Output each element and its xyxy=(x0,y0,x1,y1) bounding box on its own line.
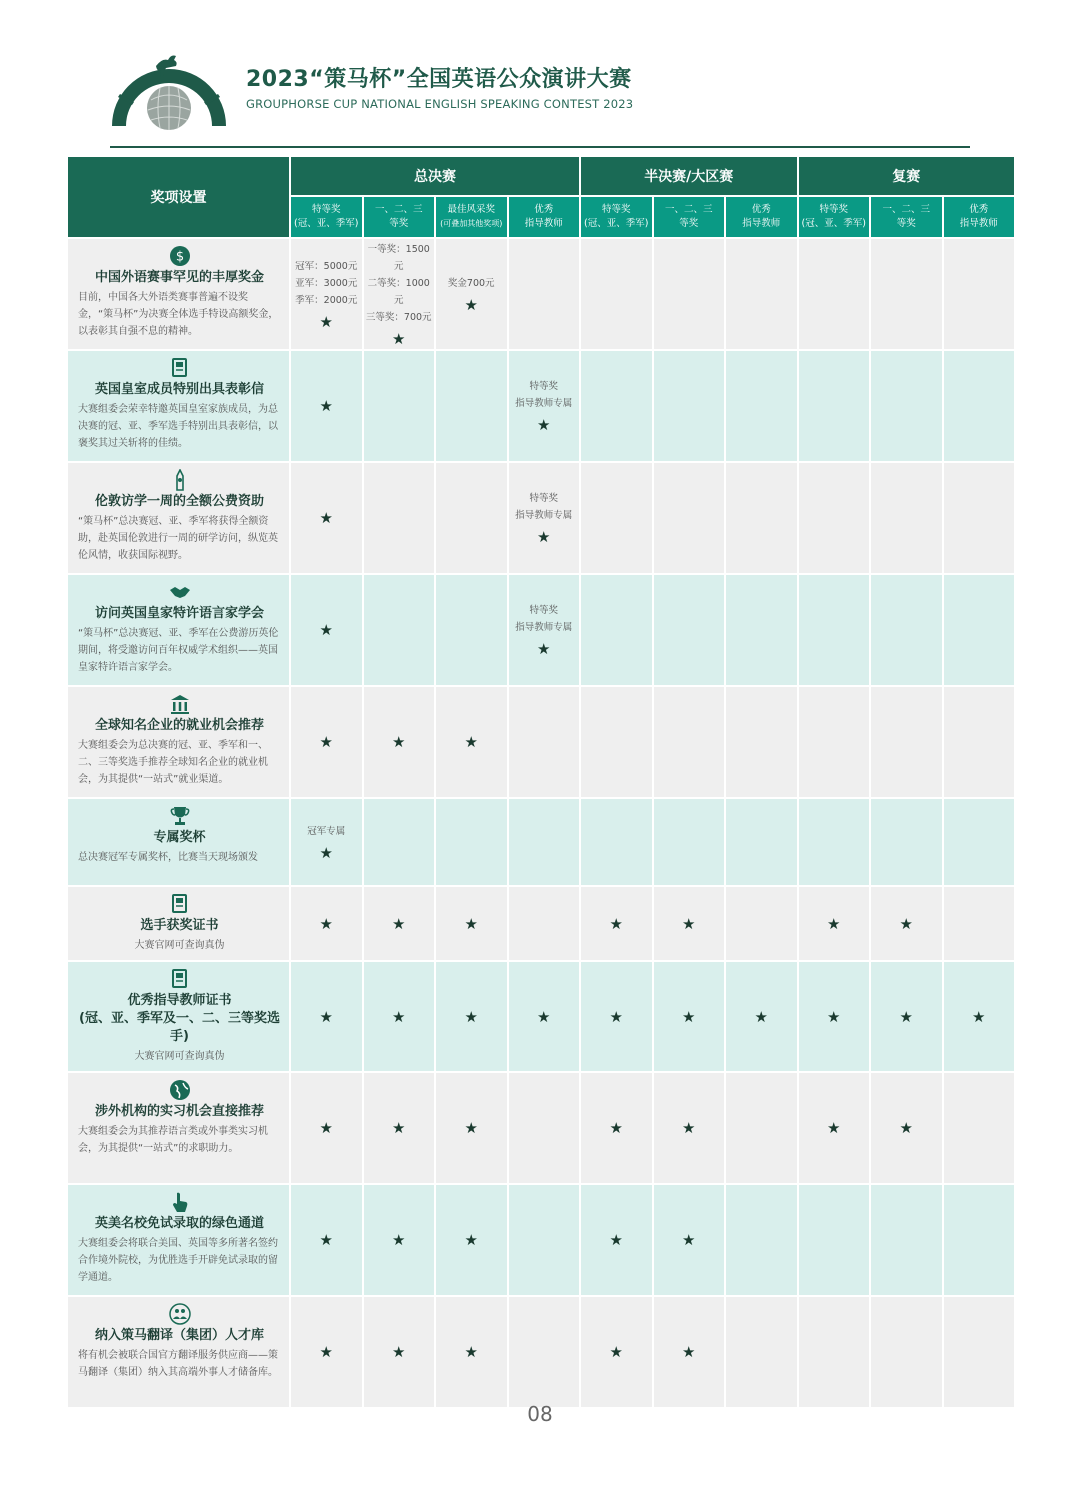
star-icon: ★ xyxy=(464,914,478,933)
column-header-line2: 等奖 xyxy=(389,218,409,229)
star-icon: ★ xyxy=(319,397,333,415)
award-description-cell xyxy=(68,463,289,573)
award-cell xyxy=(654,351,725,461)
column-header-line1: 优秀 xyxy=(969,204,989,215)
star-icon: ★ xyxy=(319,733,333,751)
award-cell xyxy=(364,1073,435,1183)
cell-note: 指导教师专属 xyxy=(515,622,573,633)
award-cell xyxy=(871,1073,942,1183)
star-icon: ★ xyxy=(464,733,478,751)
award-cell xyxy=(944,463,1015,573)
page-header xyxy=(0,0,1080,150)
column-header-1 xyxy=(364,197,435,237)
award-cell xyxy=(799,351,870,461)
award-description-cell xyxy=(68,575,289,685)
award-cell xyxy=(871,575,942,685)
award-cell xyxy=(944,799,1015,885)
cell-note: 指导教师专属 xyxy=(515,510,573,521)
award-cell xyxy=(581,575,652,685)
cell-note: 特等奖 xyxy=(529,381,558,392)
star-icon: ★ xyxy=(609,1119,623,1137)
award-cell xyxy=(364,1297,435,1407)
award-cell xyxy=(944,239,1015,349)
page-number: 08 xyxy=(527,1402,553,1426)
star-icon: ★ xyxy=(464,295,478,314)
award-cell xyxy=(726,1297,797,1407)
award-cell xyxy=(654,463,725,573)
star-icon: ★ xyxy=(319,1007,333,1026)
star-icon: ★ xyxy=(827,1119,841,1137)
award-description: 将有机会被联合国官方翻译服务供应商——策马翻译（集团）纳入其高端外事人才储备库。 xyxy=(78,1350,278,1378)
award-title: 专属奖杯 xyxy=(153,830,206,845)
star-icon: ★ xyxy=(827,914,841,933)
column-header-line2: (冠、亚、季军) xyxy=(294,218,359,229)
horse-logo-icon xyxy=(108,50,230,130)
award-cell xyxy=(944,962,1015,1071)
award-cell xyxy=(436,351,507,461)
cell-note: 指导教师专属 xyxy=(515,398,573,409)
star-icon: ★ xyxy=(537,416,551,434)
table-row xyxy=(68,463,1014,573)
award-cell xyxy=(581,1073,652,1183)
star-icon: ★ xyxy=(319,621,333,639)
award-description-cell xyxy=(68,1073,289,1183)
award-description-cell xyxy=(68,799,289,885)
award-cell xyxy=(944,575,1015,685)
award-cell xyxy=(509,799,580,885)
column-header-8 xyxy=(871,197,942,237)
star-icon: ★ xyxy=(319,1231,333,1249)
column-header-line2: 等奖 xyxy=(896,218,916,229)
award-title: 优秀指导教师证书 xyxy=(127,993,232,1008)
column-header-line1: 特等奖 xyxy=(819,204,848,215)
star-icon: ★ xyxy=(319,914,333,933)
award-cell xyxy=(509,239,580,349)
award-cell xyxy=(581,1185,652,1295)
award-cell xyxy=(509,1185,580,1295)
corner-header: 奖项设置 xyxy=(68,157,289,237)
award-description: 大赛组委会将联合美国、英国等多所著名签约合作境外院校，为优胜选手开辟免试录取的留学通道。 xyxy=(78,1238,278,1283)
award-cell xyxy=(654,1185,725,1295)
table-row xyxy=(68,239,1014,349)
award-title: 纳入策马翻译（集团）人才库 xyxy=(94,1328,264,1343)
star-icon: ★ xyxy=(682,1119,696,1137)
award-cell xyxy=(726,1073,797,1183)
award-cell xyxy=(581,239,652,349)
award-cell xyxy=(291,1073,362,1183)
column-header-line1: 特等奖 xyxy=(601,204,631,215)
awards-table xyxy=(66,155,1016,1409)
award-description-cell xyxy=(68,1185,289,1295)
award-title: 英美名校免试录取的绿色通道 xyxy=(94,1216,264,1231)
award-cell xyxy=(436,1073,507,1183)
award-description-cell xyxy=(68,239,289,349)
column-header-3 xyxy=(509,197,580,237)
star-icon: ★ xyxy=(899,1119,913,1137)
award-cell xyxy=(364,463,435,573)
award-title: 涉外机构的实习机会直接推荐 xyxy=(94,1104,264,1119)
star-icon: ★ xyxy=(682,1231,696,1249)
award-cell xyxy=(581,887,652,960)
award-cell xyxy=(944,1185,1015,1295)
cell-note: 亚军：3000元 xyxy=(295,277,358,289)
column-header-6 xyxy=(726,197,797,237)
award-description: “策马杯”总决赛冠、亚、季军将获得全额资助，赴英国伦敦进行一周的研学访问，纵览英伦风情，收获国际视野。 xyxy=(78,516,278,561)
group-header-rematch: 复赛 xyxy=(799,157,1015,195)
award-cell xyxy=(436,687,507,797)
star-icon: ★ xyxy=(972,1007,986,1026)
award-description-cell xyxy=(68,351,289,461)
award-cell xyxy=(436,575,507,685)
award-cell xyxy=(799,1073,870,1183)
award-description-cell xyxy=(68,687,289,797)
star-icon: ★ xyxy=(319,1119,333,1137)
star-icon: ★ xyxy=(609,1231,623,1249)
table-row xyxy=(68,1185,1014,1295)
certificate-icon xyxy=(169,357,191,379)
column-header-line1: 一、二、三 xyxy=(374,204,423,215)
award-cell xyxy=(944,687,1015,797)
star-icon: ★ xyxy=(537,640,551,658)
award-cell xyxy=(871,239,942,349)
award-cell xyxy=(581,463,652,573)
award-description: “策马杯”总决赛冠、亚、季军在公费游历英伦期间，将受邀访问百年权威学术组织——英国皇家特许语言家学会。 xyxy=(78,628,279,673)
star-icon: ★ xyxy=(827,1007,841,1026)
award-cell xyxy=(944,1073,1015,1183)
star-icon: ★ xyxy=(537,528,551,546)
column-header-line2: (可叠加其他奖项) xyxy=(440,219,503,228)
cell-note: 奖金700元 xyxy=(447,277,495,289)
star-icon: ★ xyxy=(899,914,913,933)
award-cell xyxy=(581,799,652,885)
award-title: 全球知名企业的就业机会推荐 xyxy=(94,718,264,733)
column-header-7 xyxy=(799,197,870,237)
award-cell xyxy=(364,887,435,960)
star-icon: ★ xyxy=(319,312,333,331)
column-header-2 xyxy=(436,197,507,237)
award-cell xyxy=(871,351,942,461)
dollar-icon xyxy=(169,245,191,267)
column-header-line1: 优秀 xyxy=(751,204,771,215)
award-cell xyxy=(291,1185,362,1295)
column-header-4 xyxy=(581,197,652,237)
award-description: 大赛官网可查询真伪 xyxy=(134,940,225,951)
award-cell xyxy=(726,1185,797,1295)
award-cell xyxy=(726,887,797,960)
award-cell xyxy=(364,239,435,349)
page-title: 2023“策马杯”全国英语公众演讲大赛 xyxy=(246,67,632,92)
star-icon: ★ xyxy=(682,1343,696,1361)
award-cell xyxy=(291,575,362,685)
award-cell xyxy=(871,463,942,573)
star-icon: ★ xyxy=(392,329,406,348)
award-cell xyxy=(436,887,507,960)
column-header-line2: 指导教师 xyxy=(524,218,563,229)
group-header-final: 总决赛 xyxy=(291,157,579,195)
award-description: 大赛组委会荣幸特邀英国皇室家族成员，为总决赛的冠、亚、季军选手特别出具表彰信，以褒奖其过关斩将的佳绩。 xyxy=(78,404,278,449)
award-cell xyxy=(726,687,797,797)
cell-note: 三等奖：700元 xyxy=(365,311,432,323)
award-description-cell xyxy=(68,962,289,1071)
star-icon: ★ xyxy=(609,1007,623,1026)
award-title-sub: (冠、亚、季军及一、二、三等奖选手) xyxy=(79,1011,280,1044)
star-icon: ★ xyxy=(319,843,333,862)
award-cell xyxy=(436,239,507,349)
table-row xyxy=(68,575,1014,685)
star-icon: ★ xyxy=(537,1007,551,1026)
star-icon: ★ xyxy=(392,1007,406,1026)
award-cell xyxy=(364,1185,435,1295)
award-cell xyxy=(509,687,580,797)
award-cell xyxy=(291,1297,362,1407)
big-ben-icon xyxy=(169,469,191,491)
star-icon: ★ xyxy=(609,914,623,933)
award-title: 伦敦访学一周的全额公费资助 xyxy=(94,494,264,509)
award-cell xyxy=(726,575,797,685)
table-row xyxy=(68,799,1014,885)
star-icon: ★ xyxy=(319,509,333,527)
cell-note: 冠军专属 xyxy=(307,825,346,837)
star-icon: ★ xyxy=(682,1007,696,1026)
column-header-line1: 优秀 xyxy=(534,204,554,215)
column-header-line2: 指导教师 xyxy=(742,218,781,229)
award-cell xyxy=(799,1185,870,1295)
award-cell xyxy=(799,239,870,349)
award-cell xyxy=(871,687,942,797)
award-cell xyxy=(726,799,797,885)
award-description-cell xyxy=(68,1297,289,1407)
award-cell xyxy=(436,463,507,573)
star-icon: ★ xyxy=(392,1231,406,1249)
award-cell xyxy=(364,799,435,885)
table-row xyxy=(68,1073,1014,1183)
column-header-line2: 等奖 xyxy=(679,218,699,229)
cell-note: 一等奖：1500元 xyxy=(367,243,430,272)
table-row xyxy=(68,962,1014,1071)
award-cell xyxy=(871,887,942,960)
column-header-line1: 一、二、三 xyxy=(882,204,930,215)
award-cell xyxy=(436,1297,507,1407)
trophy-icon xyxy=(169,805,191,827)
award-cell xyxy=(509,463,580,573)
star-icon: ★ xyxy=(392,733,406,751)
star-icon: ★ xyxy=(609,1343,623,1361)
star-icon: ★ xyxy=(464,1343,478,1361)
star-icon: ★ xyxy=(319,1343,333,1361)
award-cell xyxy=(509,575,580,685)
column-header-line2: (冠、亚、季军) xyxy=(801,218,866,229)
cell-note: 特等奖 xyxy=(529,605,558,616)
award-description: 目前，中国各大外语类赛事普遍不设奖金，“策马杯”为决赛全体选手特设高额奖金，以表彰其自强不息的精神。 xyxy=(78,292,279,337)
award-cell xyxy=(364,575,435,685)
cell-note: 二等奖：1000元 xyxy=(367,277,430,306)
award-cell xyxy=(581,1297,652,1407)
award-cell xyxy=(509,351,580,461)
cell-note: 特等奖 xyxy=(529,493,558,504)
award-cell xyxy=(654,887,725,960)
cell-note: 冠军：5000元 xyxy=(295,260,358,272)
award-cell xyxy=(944,351,1015,461)
certificate-icon xyxy=(169,893,191,915)
award-cell xyxy=(509,1073,580,1183)
award-cell xyxy=(291,799,362,885)
pointer-icon xyxy=(169,1191,191,1213)
award-cell xyxy=(944,887,1015,960)
star-icon: ★ xyxy=(899,1007,913,1026)
award-cell xyxy=(799,799,870,885)
award-cell xyxy=(509,887,580,960)
award-cell xyxy=(364,687,435,797)
award-title: 访问英国皇家特许语言家学会 xyxy=(94,606,264,621)
award-cell xyxy=(436,799,507,885)
award-description-cell xyxy=(68,887,289,960)
award-title: 英国皇室成员特别出具表彰信 xyxy=(94,382,264,397)
award-cell xyxy=(799,887,870,960)
column-header-line1: 最佳风采奖 xyxy=(447,204,495,215)
building-icon xyxy=(169,693,191,715)
award-cell xyxy=(291,463,362,573)
award-cell xyxy=(799,687,870,797)
award-cell xyxy=(291,962,362,1071)
column-header-5 xyxy=(654,197,725,237)
people-icon xyxy=(169,1303,191,1325)
award-cell xyxy=(654,1297,725,1407)
award-cell xyxy=(654,687,725,797)
star-icon: ★ xyxy=(392,1119,406,1137)
award-cell xyxy=(726,239,797,349)
star-icon: ★ xyxy=(754,1007,768,1026)
award-description: 大赛组委会为总决赛的冠、亚、季军和一、二、三等奖选手推荐全球知名企业的就业机会，为其提供“一站式”就业渠道。 xyxy=(78,740,268,785)
page-subtitle: GROUPHORSE CUP NATIONAL ENGLISH SPEAKING CONTEST 2023 xyxy=(246,97,634,111)
award-cell xyxy=(654,799,725,885)
globe-icon xyxy=(169,1079,191,1101)
award-cell xyxy=(799,575,870,685)
column-header-9 xyxy=(944,197,1015,237)
star-icon: ★ xyxy=(392,1343,406,1361)
award-cell xyxy=(509,1297,580,1407)
star-icon: ★ xyxy=(464,1231,478,1249)
award-description: 大赛官网可查询真伪 xyxy=(134,1051,225,1062)
column-header-0 xyxy=(291,197,362,237)
award-cell xyxy=(654,962,725,1071)
award-cell xyxy=(799,463,870,573)
table-row xyxy=(68,351,1014,461)
award-cell xyxy=(726,463,797,573)
award-cell xyxy=(509,962,580,1071)
award-cell xyxy=(291,687,362,797)
cell-note: 季军：2000元 xyxy=(295,294,358,306)
award-title: 选手获奖证书 xyxy=(140,918,219,933)
award-cell xyxy=(871,799,942,885)
column-header-line2: 指导教师 xyxy=(959,218,998,229)
award-cell xyxy=(871,962,942,1071)
table-row xyxy=(68,887,1014,960)
award-cell xyxy=(436,1185,507,1295)
award-cell xyxy=(871,1185,942,1295)
group-header-semifinal: 半决赛/大区赛 xyxy=(581,157,797,195)
award-cell xyxy=(654,239,725,349)
award-cell xyxy=(364,351,435,461)
star-icon: ★ xyxy=(682,914,696,933)
column-header-line1: 特等奖 xyxy=(311,204,341,215)
award-cell xyxy=(291,887,362,960)
svg-text:$: $ xyxy=(175,249,184,265)
award-cell xyxy=(726,351,797,461)
handshake-icon xyxy=(169,581,191,603)
certificate-icon xyxy=(169,968,191,990)
header-divider xyxy=(110,146,970,148)
award-cell xyxy=(291,239,362,349)
table-row xyxy=(68,1297,1014,1407)
award-cell xyxy=(436,962,507,1071)
award-cell xyxy=(944,1297,1015,1407)
award-cell xyxy=(364,962,435,1071)
table-row xyxy=(68,687,1014,797)
award-title: 中国外语赛事罕见的丰厚奖金 xyxy=(94,270,264,285)
award-cell xyxy=(871,1297,942,1407)
award-description: 总决赛冠军专属奖杯，比赛当天现场颁发 xyxy=(78,852,258,863)
award-cell xyxy=(581,962,652,1071)
column-header-line1: 一、二、三 xyxy=(664,204,713,215)
star-icon: ★ xyxy=(464,1007,478,1026)
award-cell xyxy=(581,351,652,461)
award-cell xyxy=(799,1297,870,1407)
award-cell xyxy=(799,962,870,1071)
award-cell xyxy=(654,1073,725,1183)
column-header-line2: (冠、亚、季军) xyxy=(584,218,649,229)
award-cell xyxy=(726,962,797,1071)
award-cell xyxy=(654,575,725,685)
star-icon: ★ xyxy=(392,914,406,933)
award-description: 大赛组委会为其推荐语言类或外事类实习机会，为其提供“一站式”的求职助力。 xyxy=(78,1126,268,1154)
award-cell xyxy=(291,351,362,461)
star-icon: ★ xyxy=(464,1119,478,1137)
award-cell xyxy=(581,687,652,797)
